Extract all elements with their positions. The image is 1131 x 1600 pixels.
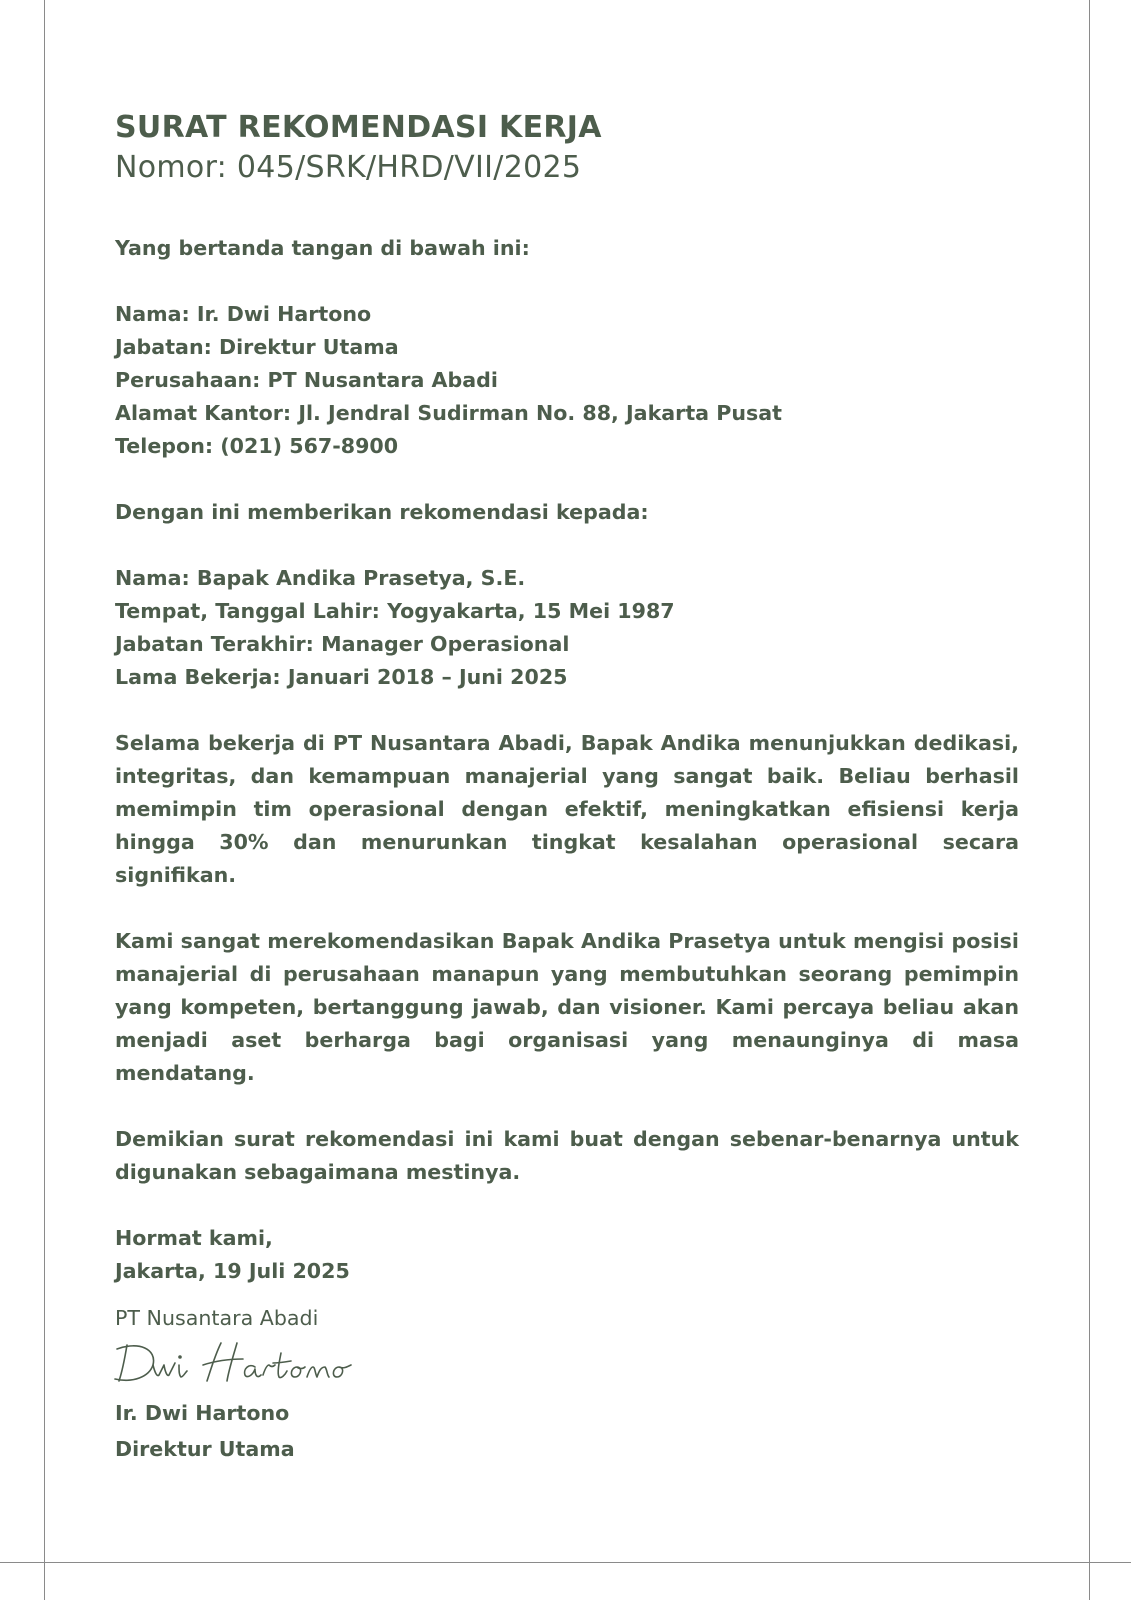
paragraph-recommendation: Kami sangat merekomendasikan Bapak Andika Prasetya untuk mengisi posisi manajerial di perusahaan manapun yang membutuhkan seorang pemimpin yang kompeten, bertanggung jawab, dan visioner. Kami percaya beliau akan menjadi aset berharga bagi organisasi yang menaunginya di masa mendatang. <box>115 929 1019 1085</box>
closing-greeting: Hormat kami, <box>115 1226 273 1250</box>
candidate-name: Nama: Bapak Andika Prasetya, S.E. <box>115 566 526 590</box>
intro-text: Yang bertanda tangan di bawah ini: <box>115 236 530 260</box>
recommend-intro: Dengan ini memberikan rekomendasi kepada: <box>115 500 649 524</box>
letter-content <box>115 232 1019 1288</box>
candidate-last-position: Jabatan Terakhir: Manager Operasional <box>115 632 570 656</box>
letter-body <box>115 108 1019 1467</box>
signatory-position: Jabatan: Direktur Utama <box>115 335 399 359</box>
signer-name: Ir. Dwi Hartono <box>115 1401 290 1425</box>
paragraph-closing: Demikian surat rekomendasi ini kami buat dengan sebenar-benarnya untuk digunakan sebagaimana mestinya. <box>115 1127 1019 1184</box>
place-date: Jakarta, 19 Juli 2025 <box>115 1259 350 1283</box>
page-border-right <box>1089 0 1090 1600</box>
signature-image <box>109 1335 1019 1391</box>
company-name: PT Nusantara Abadi <box>115 1306 319 1330</box>
signer-title: Direktur Utama <box>115 1437 295 1461</box>
signature-icon <box>109 1335 369 1391</box>
page-border-left <box>44 0 45 1600</box>
paragraph-performance: Selama bekerja di PT Nusantara Abadi, Bapak Andika menunjukkan dedikasi, integritas, dan kemampuan manajerial yang sangat baik. Beliau berhasil memimpin tim operasional dengan efektif, meningkatkan efisiensi kerja hingga 30% dan menurunkan tingkat kesalahan operasional secara signifikan. <box>115 731 1019 887</box>
letter-number: Nomor: 045/SRK/HRD/VII/2025 <box>115 150 582 185</box>
page-border-bottom <box>0 1562 1131 1563</box>
signer-block <box>115 1395 1019 1467</box>
letter-title: SURAT REKOMENDASI KERJA <box>115 110 602 145</box>
signatory-address: Alamat Kantor: Jl. Jendral Sudirman No. 88, Jakarta Pusat <box>115 401 782 425</box>
signatory-name: Nama: Ir. Dwi Hartono <box>115 302 372 326</box>
signatory-company: Perusahaan: PT Nusantara Abadi <box>115 368 498 392</box>
signatory-phone: Telepon: (021) 567-8900 <box>115 434 399 458</box>
candidate-tenure: Lama Bekerja: Januari 2018 – Juni 2025 <box>115 665 568 689</box>
candidate-birth: Tempat, Tanggal Lahir: Yogyakarta, 15 Mei 1987 <box>115 599 675 623</box>
